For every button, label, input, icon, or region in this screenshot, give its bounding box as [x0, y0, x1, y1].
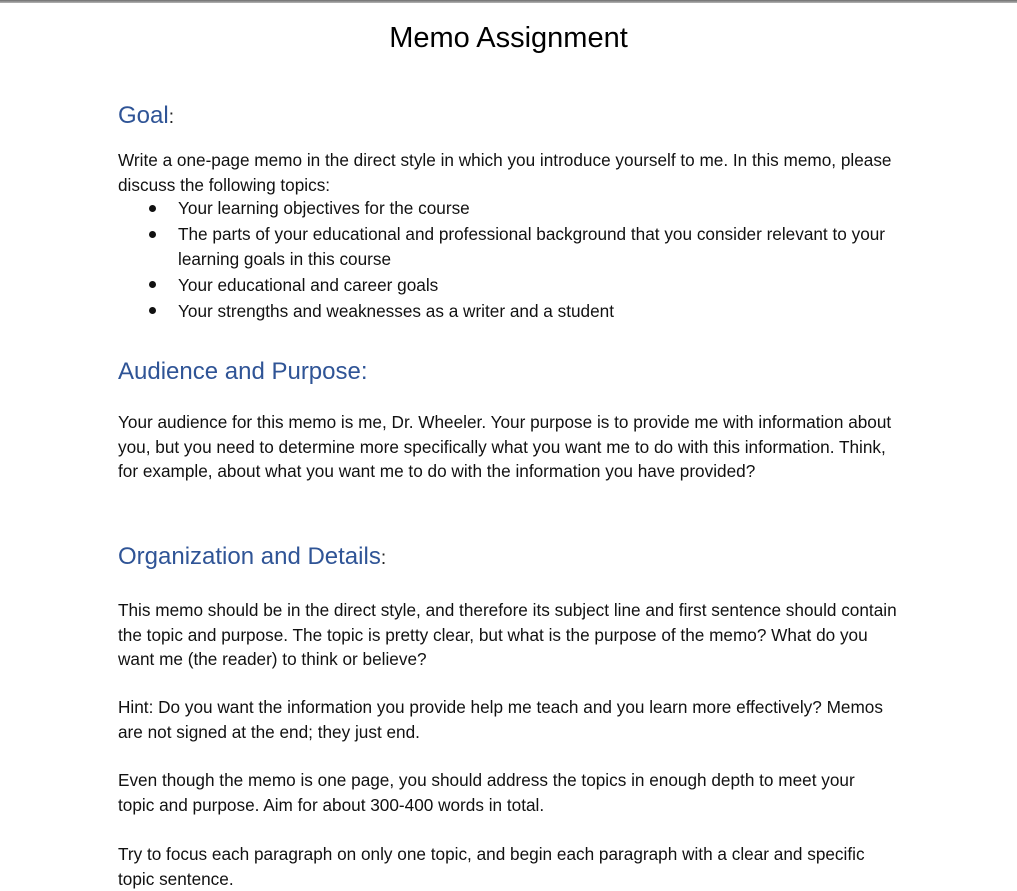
bullet-icon — [149, 307, 156, 314]
list-item — [118, 196, 908, 221]
page-title: Memo Assignment — [389, 22, 628, 54]
list-item-text: Your strengths and weaknesses as a writer and a student — [178, 300, 614, 321]
goal-heading-colon: : — [168, 107, 174, 128]
organization-paragraph-1: This memo should be in the direct style, and therefore its subject line and first sentence should contain the topic and purpose. The topic is pretty clear, but what is the purpose of the memo? What do you want me (the reader) to think or believe? — [118, 600, 897, 669]
list-item — [118, 299, 908, 324]
bullet-icon — [149, 231, 156, 238]
list-item — [118, 273, 908, 298]
organization-heading — [118, 542, 386, 574]
audience-body: Your audience for this memo is me, Dr. Wheeler. Your purpose is to provide me with information about you, but you need to determine more specifically what you want me to do with this information. Think, for example, about what you want me to do with the information you have provided? — [118, 412, 892, 481]
goal-topic-list — [118, 196, 908, 325]
organization-heading-text: Organization and Details — [118, 543, 381, 570]
organization-paragraph-2: Hint: Do you want the information you provide help me teach and you learn more effectively? Memos are not signed at the end; they just end. — [118, 697, 883, 742]
list-item — [118, 222, 908, 271]
organization-paragraph-3: Even though the memo is one page, you should address the topics in enough depth to meet your topic and purpose. Aim for about 300-400 words in total. — [118, 770, 855, 815]
bullet-icon — [149, 205, 156, 212]
list-item-text: The parts of your educational and professional background that you consider relevant to your learning goals in this course — [178, 224, 886, 269]
list-item-text: Your educational and career goals — [178, 274, 439, 295]
organization-heading-colon: : — [380, 548, 387, 569]
organization-paragraph-4: Try to focus each paragraph on only one topic, and begin each paragraph with a clear and specific topic sentence. — [118, 844, 865, 889]
goal-heading-text: Goal — [118, 102, 169, 129]
audience-heading: Audience and Purpose: — [118, 358, 368, 385]
goal-heading — [118, 101, 174, 133]
list-item-text: Your learning objectives for the course — [178, 198, 470, 218]
bullet-icon — [149, 281, 156, 288]
goal-intro: Write a one-page memo in the direct style in which you introduce yourself to me. In this memo, please discuss the following topics: — [118, 150, 892, 195]
